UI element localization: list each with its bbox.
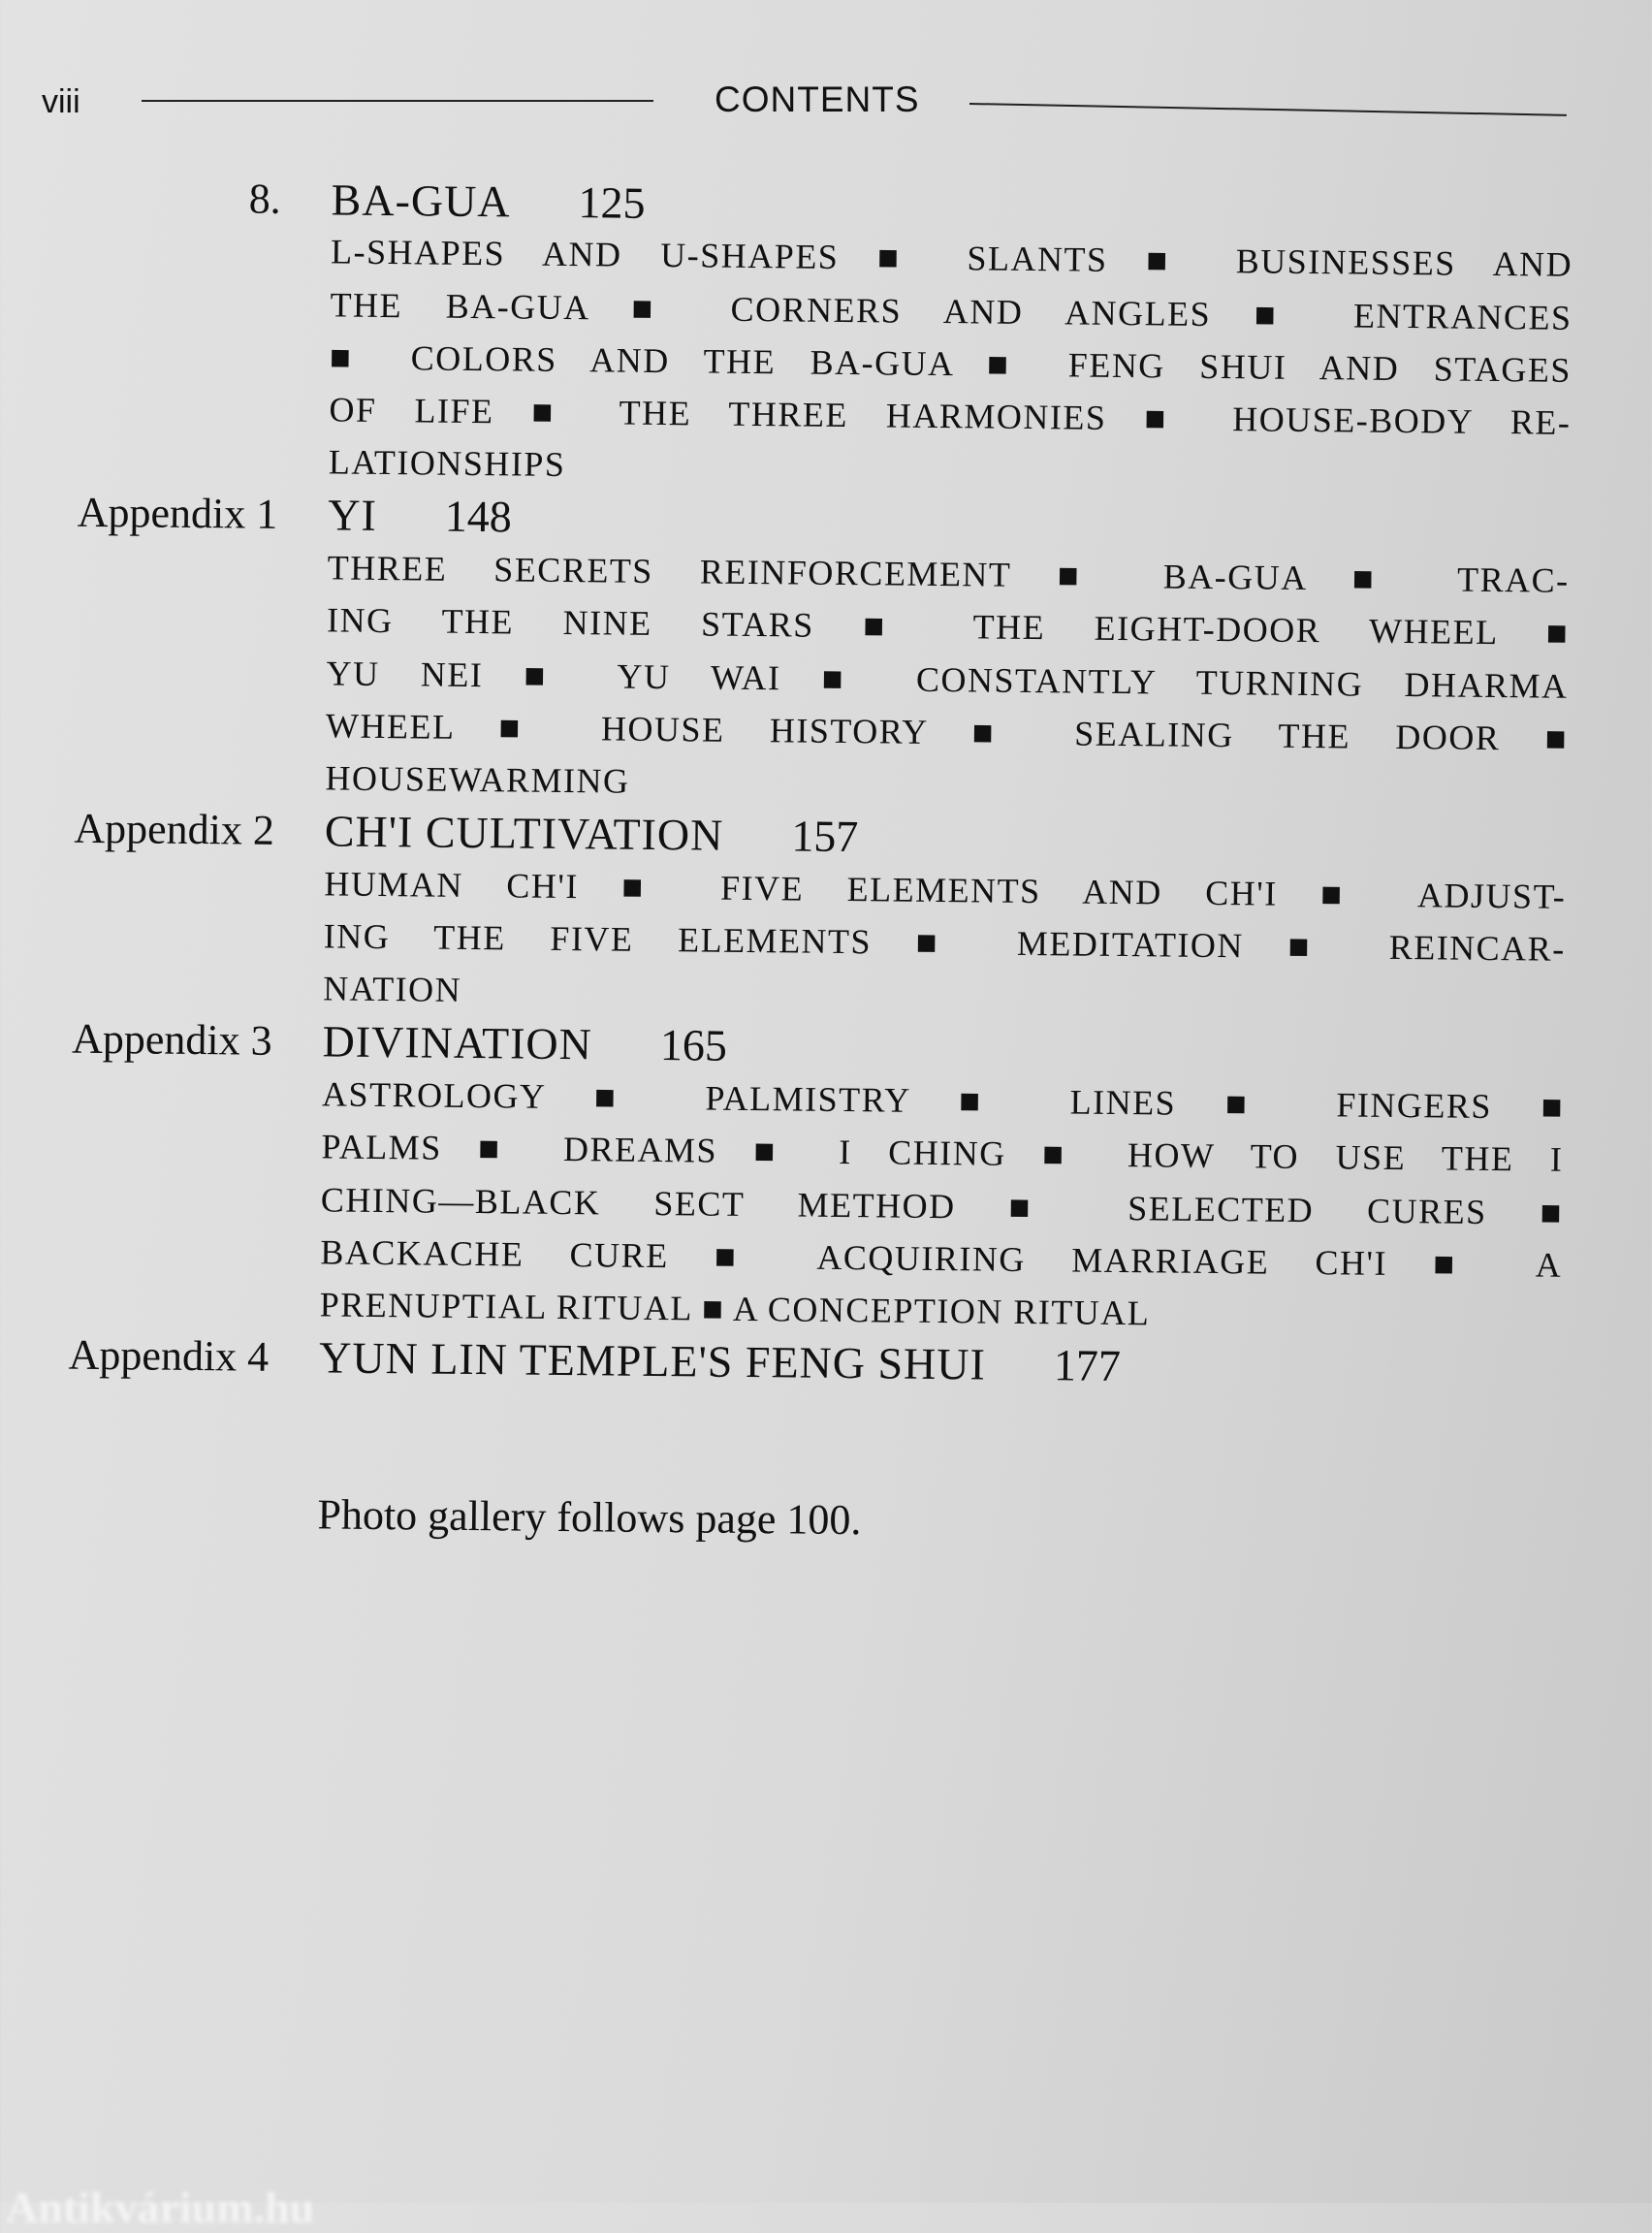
subtopic-line: HUMAN CH'I ■ FIVE ELEMENTS AND CH'I ■ ADJUST- [324, 864, 1567, 916]
entry-page: 125 [578, 176, 646, 228]
entry-page: 148 [444, 492, 513, 542]
entry-title: DIVINATION [322, 1016, 593, 1069]
subtopic-line: PRENUPTIAL RITUAL ■ A CONCEPTION RITUAL [319, 1285, 1151, 1333]
header-rule-right [969, 103, 1567, 116]
header-rule-left [142, 100, 653, 102]
watermark: Antikvárium.hu [6, 2183, 315, 2232]
subtopic-line: THE BA-GUA ■ CORNERS AND ANGLES ■ ENTRANCES [330, 285, 1573, 337]
page-number: viii [42, 83, 80, 120]
entry-label: Appendix 4 [68, 1330, 270, 1381]
subtopic-line: BACKACHE CURE ■ ACQUIRING MARRIAGE CH'I ■ A [320, 1232, 1563, 1285]
subtopic-line: ASTROLOGY ■ PALMISTRY ■ LINES ■ FINGERS ■ [321, 1074, 1565, 1127]
subtopic-line: YU NEI ■ YU WAI ■ CONSTANTLY TURNING DHARMA [326, 654, 1569, 706]
entry-page: 165 [659, 1020, 728, 1071]
subtopic-line: PALMS ■ DREAMS ■ I CHING ■ HOW TO USE THE I [321, 1127, 1564, 1180]
subtopic-line: OF LIFE ■ THE THREE HARMONIES ■ HOUSE-BODY RE- [329, 390, 1572, 443]
entry-page: 177 [1053, 1340, 1122, 1391]
entry-label: Appendix 2 [74, 804, 275, 855]
subtopic-line: L-SHAPES AND U-SHAPES ■ SLANTS ■ BUSINESSES AND [330, 232, 1573, 285]
subtopic-line: THREE SECRETS REINFORCEMENT ■ BA-GUA ■ TRAC- [327, 548, 1570, 600]
table-of-contents [0, 170, 1652, 1555]
photo-gallery-note: Photo gallery follows page 100. [317, 1490, 862, 1545]
subtopic-line: NATION [322, 969, 462, 1010]
spacer [0, 1381, 1639, 1503]
entry-page: 157 [791, 811, 859, 862]
toc-entry [0, 1012, 1643, 1346]
toc-entry [0, 486, 1649, 819]
toc-entry-heading [0, 170, 1652, 239]
entry-title: YI [328, 490, 378, 541]
subtopic-line: HOUSEWARMING [325, 758, 630, 801]
entry-title: BA-GUA [331, 175, 511, 227]
toc-entry [0, 801, 1645, 1029]
subtopic-line: ■ COLORS AND THE BA-GUA ■ FENG SHUI AND STAGES [329, 337, 1573, 390]
entry-label: Appendix 3 [71, 1015, 272, 1066]
toc-entry [0, 170, 1652, 503]
subtopic-line: ING THE FIVE ELEMENTS ■ MEDITATION ■ REINCAR- [323, 916, 1566, 969]
subtopic-line: CHING—BLACK SECT METHOD ■ SELECTED CURES ■ [320, 1180, 1564, 1232]
entry-label: 8. [248, 175, 281, 223]
subtopic-line: ING THE NINE STARS ■ THE EIGHT-DOOR WHEEL ■ [326, 600, 1570, 654]
entry-label: Appendix 1 [77, 489, 278, 539]
subtopic-line: WHEEL ■ HOUSE HISTORY ■ SEALING THE DOOR ■ [325, 706, 1569, 758]
subtopic-line: LATIONSHIPS [328, 442, 566, 485]
running-header [0, 76, 1652, 124]
running-title: CONTENTS [715, 80, 920, 119]
entry-title: CH'I CULTIVATION [324, 806, 724, 860]
entry-title: YUN LIN TEMPLE'S FENG SHUI [318, 1332, 987, 1389]
